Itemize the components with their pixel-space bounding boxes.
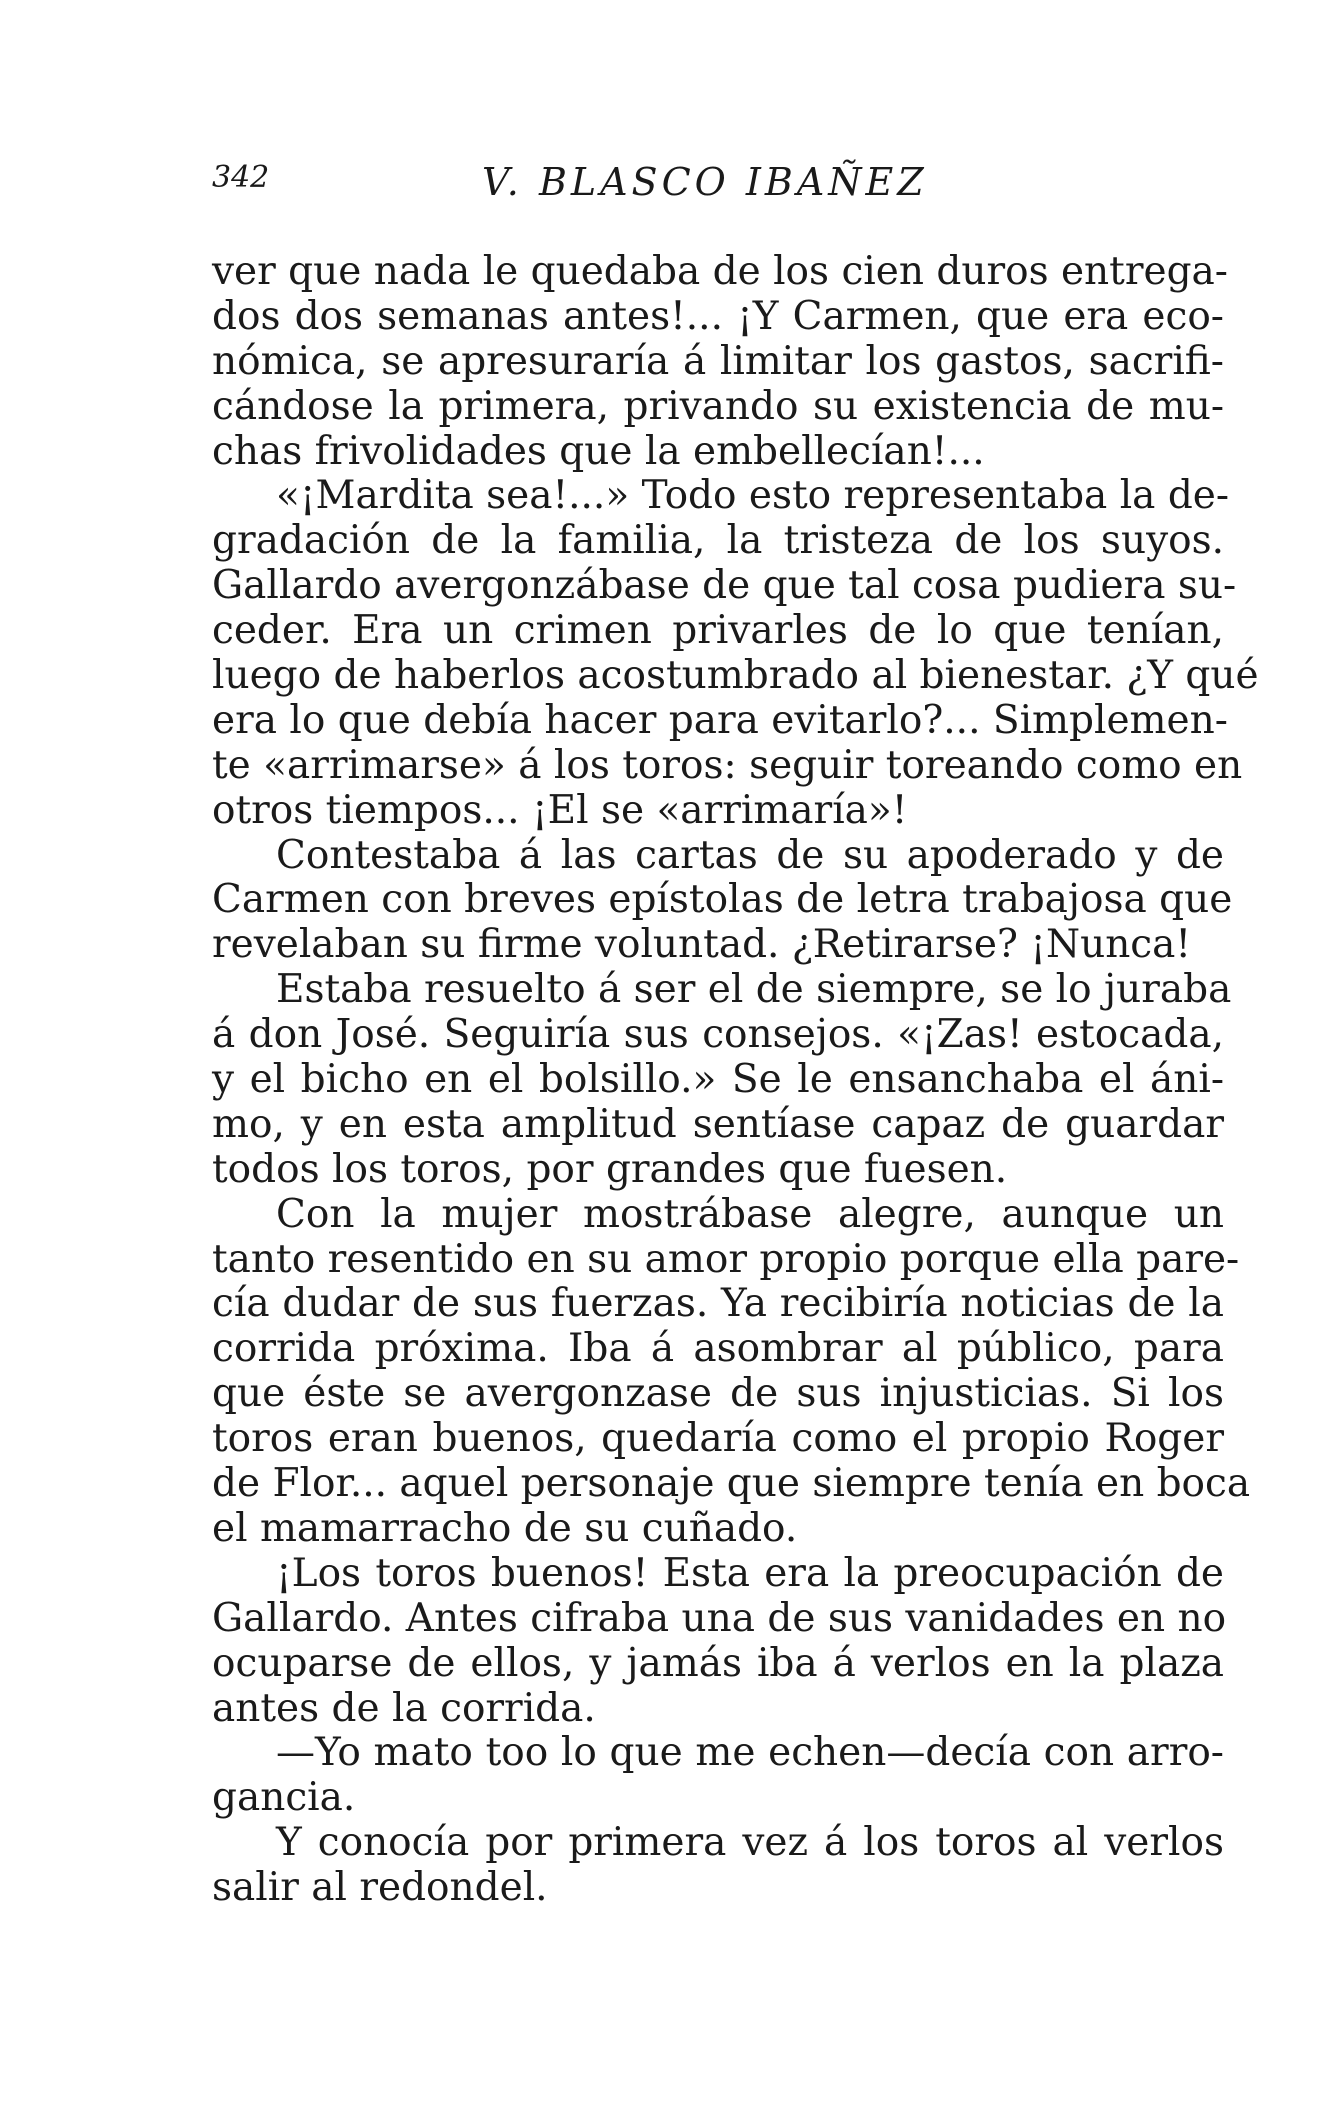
running-head: V. BLASCO IBAÑEZ xyxy=(482,160,928,204)
page-header xyxy=(212,160,1232,210)
text-line: Estaba resuelto á ser el de siempre, se lo juraba xyxy=(276,967,1232,1013)
page-number: 342 xyxy=(212,160,270,195)
text-line: Contestaba á las cartas de su apoderado y de xyxy=(276,832,1224,878)
text-line: Gallardo. Antes cifraba una de sus vanidades en no xyxy=(212,1595,1227,1641)
text-line: cándose la primera, privando su existencia de mu- xyxy=(212,383,1224,429)
text-line: á don José. Seguiría sus consejos. «¡Zas! estocada, xyxy=(212,1012,1224,1058)
text-line: el mamarracho de su cuñado. xyxy=(212,1505,798,1551)
text-line: de Flor... aquel personaje que siempre tenía en boca xyxy=(212,1461,1251,1507)
text-line: y el bicho en el bolsillo.» Se le ensanchaba el áni- xyxy=(212,1057,1224,1103)
text-line: salir al redondel. xyxy=(212,1865,548,1911)
text-line: gancia. xyxy=(212,1775,356,1821)
text-line: te «arrimarse» á los toros: seguir toreando como en xyxy=(212,742,1243,788)
text-line: gradación de la familia, la tristeza de los suyos. xyxy=(212,518,1224,564)
text-line: mo, y en esta amplitud sentíase capaz de guardar xyxy=(212,1101,1224,1147)
text-line: ocuparse de ellos, y jamás iba á verlos en la plaza xyxy=(212,1640,1224,1686)
text-line: cía dudar de sus fuerzas. Ya recibiría noticias de la xyxy=(212,1281,1224,1327)
text-line: ver que nada le quedaba de los cien duros entrega- xyxy=(212,249,1228,294)
text-line: toros eran buenos, quedaría como el propio Roger xyxy=(212,1416,1224,1462)
text-line: —Yo mato too lo que me echen—decía con arro- xyxy=(276,1730,1224,1776)
text-line: ceder. Era un crimen privarles de lo que tenían, xyxy=(212,608,1224,654)
text-line: ¡Los toros buenos! Esta era la preocupación de xyxy=(276,1550,1224,1596)
text-line: corrida próxima. Iba á asombrar al público, para xyxy=(212,1326,1224,1372)
text-line: que éste se avergonzase de sus injusticias. Si los xyxy=(212,1371,1224,1417)
text-line: Con la mujer mostrábase alegre, aunque un xyxy=(276,1191,1224,1237)
text-line: todos los toros, por grandes que fuesen. xyxy=(212,1146,1008,1192)
text-line: Gallardo avergonzábase de que tal cosa pudiera su- xyxy=(212,563,1237,609)
text-line: era lo que debía hacer para evitarlo?... Simplemen- xyxy=(212,697,1228,743)
text-line: antes de la corrida. xyxy=(212,1685,596,1731)
text-line: otros tiempos... ¡El se «arrimaría»! xyxy=(212,787,908,833)
text-line: dos dos semanas antes!... ¡Y Carmen, que era eco- xyxy=(212,293,1224,339)
text-line: chas frivolidades que la embellecían!... xyxy=(212,428,985,474)
text-line: luego de haberlos acostumbrado al bienestar. ¿Y qué xyxy=(212,653,1259,699)
body-text xyxy=(212,249,1259,1911)
text-line: revelaban su firme voluntad. ¿Retirarse? ¡Nunca! xyxy=(212,922,1192,968)
text-line: Carmen con breves epístolas de letra trabajosa que xyxy=(212,877,1233,923)
text-line: tanto resentido en su amor propio porque ella pare- xyxy=(212,1236,1240,1282)
text-line: «¡Mardita sea!...» Todo esto representaba la de- xyxy=(276,473,1230,519)
text-line: nómica, se apresuraría á limitar los gastos, sacrifi- xyxy=(212,338,1224,384)
text-line: Y conocía por primera vez á los toros al verlos xyxy=(276,1820,1224,1866)
